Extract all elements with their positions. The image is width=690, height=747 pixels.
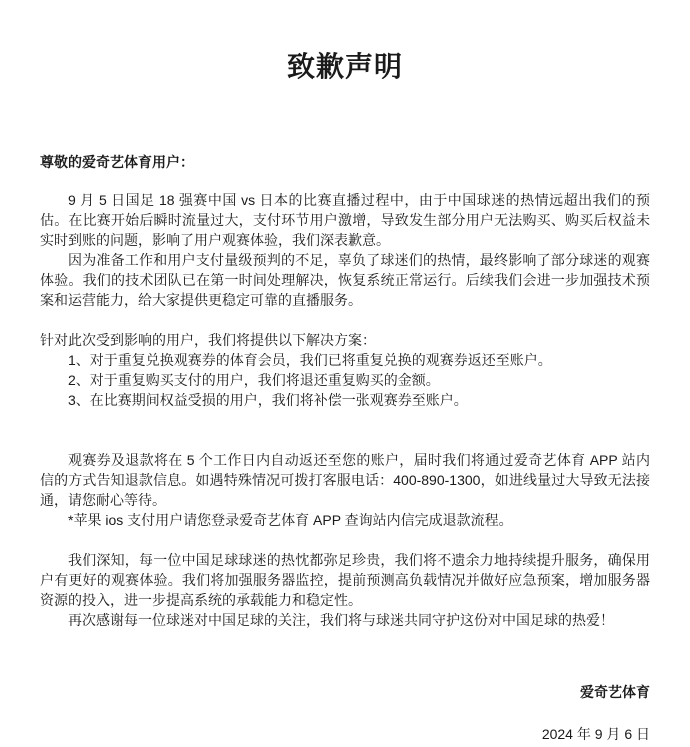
- paragraph-refund-info: 观赛券及退款将在 5 个工作日内自动返还至您的账户，届时我们将通过爱奇艺体育 APP 站内信的方式告知退款信息。如遇特殊情况可拨打客服电话：400-890-1300，如进线量过大导致无法接通，请您耐心等待。: [40, 452, 650, 508]
- paragraph-cause: 因为准备工作和用户支付量级预判的不足，辜负了球迷们的热情，最终影响了部分球迷的观赛体验。我们的技术团队已在第一时间处理解决，恢复系统正常运行。后续我们会进一步加强技术预案和运营能力，给大家提供更稳定可靠的直播服务。: [40, 252, 650, 308]
- signature: 爱奇艺体育: [580, 684, 650, 700]
- page-title: 致歉声明: [286, 51, 403, 82]
- apple-ios-note: *苹果 ios 支付用户请您登录爱奇艺体育 APP 查询站内信完成退款流程。: [68, 512, 513, 528]
- solution-item-2: 2、对于重复购买支付的用户，我们将退还重复购买的金额。: [68, 372, 440, 388]
- solution-item-1: 1、对于重复兑换观赛券的体育会员，我们已将重复兑换的观赛券返还至账户。: [68, 352, 552, 368]
- paragraph-thanks: 再次感谢每一位球迷对中国足球的关注，我们将与球迷共同守护这份对中国足球的热爱！: [68, 612, 614, 628]
- paragraph-commitment: 我们深知，每一位中国足球球迷的热忱都弥足珍贵，我们将不遗余力地持续提升服务，确保用户有更好的观赛体验。我们将加强服务器监控，提前预测高负载情况并做好应急预案，增加服务器资源的投入，进一步提高系统的承载能力和稳定性。: [40, 552, 650, 608]
- document-content: [0, 52, 690, 744]
- solutions-intro: 针对此次受到影响的用户，我们将提供以下解决方案：: [40, 332, 376, 348]
- paragraph-incident: 9 月 5 日国足 18 强赛中国 vs 日本的比赛直播过程中，由于中国球迷的热情远超出我们的预估。在比赛开始后瞬时流量过大，支付环节用户激增，导致发生部分用户无法购买、购买后权益未实时到账的问题，影响了用户观赛体验，我们深表歉意。: [40, 192, 650, 248]
- solution-item-3: 3、在比赛期间权益受损的用户，我们将补偿一张观赛券至账户。: [68, 392, 468, 408]
- salutation: 尊敬的爱奇艺体育用户：: [40, 154, 194, 170]
- document-date: 2024 年 9 月 6 日: [541, 726, 650, 742]
